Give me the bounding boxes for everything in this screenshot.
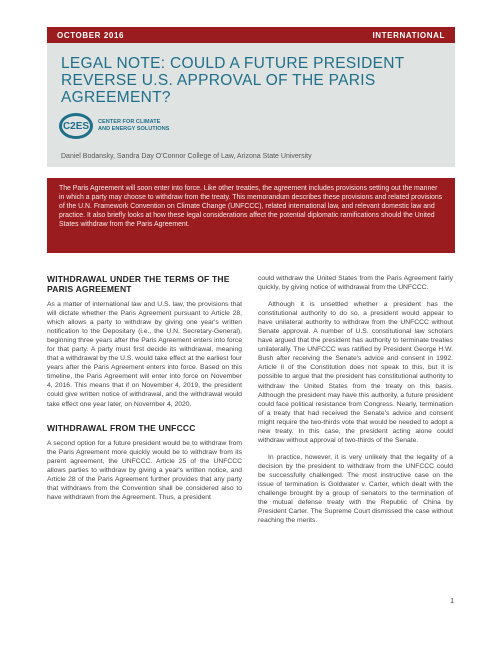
- c2es-logo-mark: C2ES: [59, 113, 93, 139]
- body-paragraph: In practice, however, it is very unlikely that the legality of a decision by the president to withdraw from the UNFCCC could be successfully challenged. The most instructive case on the issue of termination is Goldwater v. Carter, which dealt with the challenge brought by a group of senators to the termination of the mutual defense treaty with the Republic of China by President Carter. The Supreme Court dismissed the case without reaching the merits.: [258, 453, 453, 525]
- left-column: [47, 274, 242, 510]
- body-paragraph: Although it is unsettled whether a president has the constitutional authority to do so, a president would appear to have unilateral authority to withdraw from the UNFCCC without Senate approval. A number of U.S. constitutional law scholars have argued that the president has authority to terminate treaties unilaterally. The UNFCCC was ratified by President George H.W. Bush after receiving the Senate's advice and consent in 1992. Article II of the Constitution does not speak to this, but it is possible to argue that the president has constitutional authority to withdraw the United States from the treaty on this basis. Although the president may have this authority, a future president could face political resistance from Congress. Nearly, termination of a treaty that had received the Senate's advice and consent might require the two-thirds vote that would be needed to adopt a new treaty. In this case, the president acting alone could withdraw without approval of two-thirds of the Senate.: [258, 301, 453, 444]
- section-heading-unfccc-withdrawal: WITHDRAWAL FROM THE UNFCCC: [47, 422, 196, 433]
- top-banner: [47, 27, 455, 43]
- c2es-logo-text: CENTER FOR CLIMATE AND ENERGY SOLUTIONS: [98, 119, 170, 132]
- document-title: LEGAL NOTE: COULD A FUTURE PRESIDENT REVERSE U.S. APPROVAL OF THE PARIS AGREEMENT?: [61, 55, 405, 106]
- c2es-logo: [59, 113, 173, 139]
- body-paragraph: could withdraw the United States from the Paris Agreement fairly quickly, by giving notice of withdrawal from the UNFCCC.: [258, 275, 453, 292]
- right-column: [258, 274, 453, 533]
- body-paragraph: As a matter of international law and U.S. law, the provisions that will dictate whether the Paris Agreement pursuant to Article 28, which allows a party to withdraw by giving one year's written notification to the Depositary (i.e., the U.N. Secretary-General), beginning three years after the Paris Agreement enters into force for that party. A party must first decide its withdrawal, meaning that a withdrawal by the U.S. would take effect at the earliest four years after the Paris Agreement enters into force. Based on this timeline, the Paris Agreement will enter into force on November 4, 2016. This means that if on November 4, 2019, the president could give written notice of withdrawal, and the withdrawal would take effect one year later, on November 4, 2020.: [47, 301, 242, 408]
- title-panel: [47, 43, 455, 167]
- abstract-box: The Paris Agreement will soon enter into force. Like other treaties, the agreement includes provisions setting out the manner in which a party may choose to withdraw from the treaty. This memorandum describes these provisions and related provisions of the U.N. Framework Convention on Climate Change (UNFCCC), related international law, and relevant domestic law and practice. It also briefly looks at how these legal considerations affect the potential diplomatic ramifications should the United States withdraw from the Paris Agreement.: [47, 178, 455, 253]
- body-paragraph: A second option for a future president would be to withdraw from the Paris Agreement more quickly would be to withdraw from its parent agreement, the UNFCCC. Article 25 of the UNFCCC allows parties to withdraw by giving a year's written notice, and Article 28 of the Paris Agreement further provides that any party that withdraws from the Convention shall be considered also to have withdrawn from the Agreement. Thus, a president: [47, 439, 242, 501]
- section-label: INTERNATIONAL: [372, 30, 445, 40]
- issue-date: OCTOBER 2016: [57, 30, 125, 40]
- author-byline: Daniel Bodansky, Sandra Day O'Connor College of Law, Arizona State University: [61, 153, 312, 160]
- page-number: 1: [450, 598, 454, 605]
- section-heading-paris-withdrawal: WITHDRAWAL UNDER THE TERMS OF THE PARIS AGREEMENT: [47, 274, 230, 294]
